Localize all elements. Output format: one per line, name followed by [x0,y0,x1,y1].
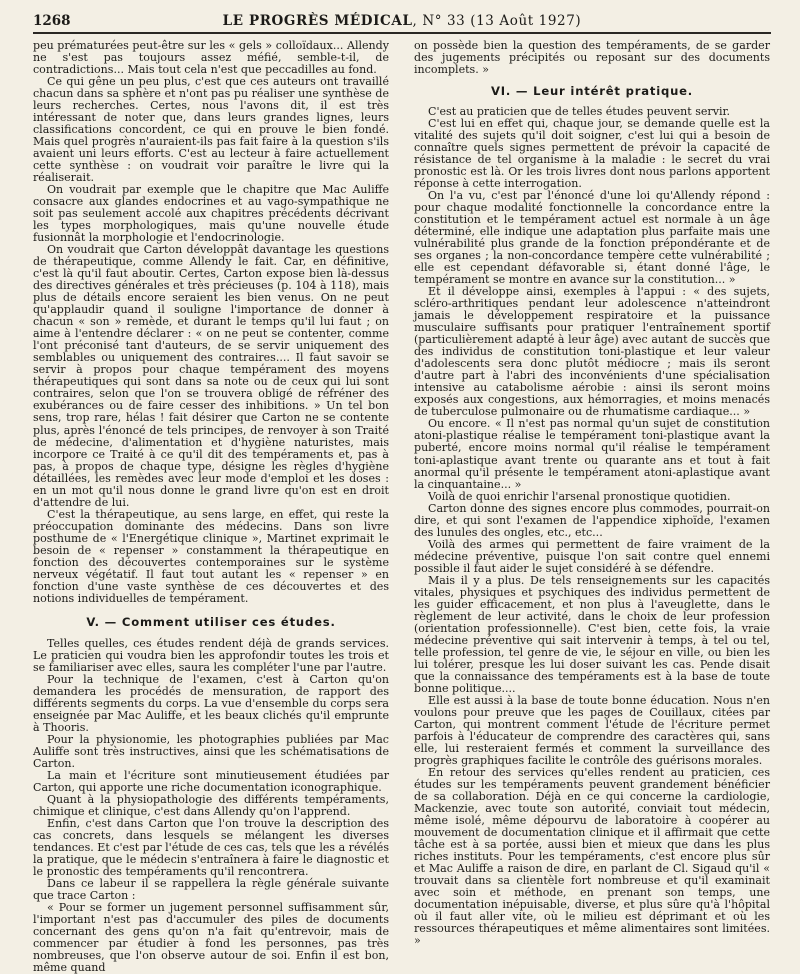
paragraph: « Pour se former un jugement personnel suffisamment sûr, l'important n'est pas d'accumuler des piles de documents concernant des gens qu'on n'a fait qu'entrevoir, mais de commencer par étudier à fond les personnes, pas très nombreuses, que l'on observe autour de soi. Enfin il est bon, même quand [33,901,389,974]
paragraph: Dans ce labeur il se rappellera la règle générale suivante que trace Carton : [33,877,389,903]
paragraph: C'est lui en effet qui, chaque jour, se demande quelle est la vitalité des sujets qu'il doit soigner, c'est lui qui a besoin de connaître quels signes permettent de prévoir la capacité de résistance de tel organisme à la maladie : le secret du vrai pronostic est là. Or les trois livres dont nous parlons apportent réponse à cette interrogation. [414,117,770,191]
paragraph: Elle est aussi à la base de toute bonne éducation. Nous n'en voulons pour preuve que les pages de Couillaux, citées par Carton, qui montrent comment l'étude de l'écriture permet parfois à l'éducateur de comprendre des caractères qui, sans elle, lui resteraient fermés et comment la surveillance des progrès graphiques facilite le contrôle des guérisons morales. [414,693,770,767]
paragraph: Quant à la physiopathologie des différents tempéraments, chimique et clinique, c'est dans Allendy qu'on l'apprend. [33,792,389,818]
paragraph: On voudrait que Carton développât davantage les questions de thérapeutique, comme Allendy le fait. Car, en définitive, c'est là qu'il faut aboutir. Certes, Carton expose bien là-dessus des directives générales et très précieuses (p. 104 à 118), mais plus de détails encore seraient les bien venus. On ne peut qu'applaudir quand il souligne l'importance de donner à chacun « son » remède, et durant le temps qu'il lui faut ; on aime à l'entendre déclarer : « on ne peut se contenter, comme l'ont préconisé tant d'auteurs, de se servir uniquement des semblables ou uniquement des contraires.... Il faut savoir se servir à propos pour chaque tempérament des moyens thérapeutiques qui sont dans sa note ou de ceux qui lui sont contraires, selon que l'on se trouvera obligé de réfréner des exubérances ou de faire cesser des inhibitions. » Un tel bon sens, trop rare, hélas ! fait désirer que Carton ne se contente plus, après l'énoncé de tels principes, de renvoyer à son Traité de médecine, d'alimentation et d'hygiène naturistes, mais incorpore ce Traité à ce qu'il dit des tempéraments et, pas à pas, à propos de chaque type, désigne les règles d'hygiène détaillées, les remèdes avec leur mode d'emploi et les doses : en un mot qu'il nous donne le grand livre qu'on est en droit d'attendre de lui. [33,243,389,509]
paragraph: on possède bien la question des tempéraments, de se garder des jugements précipités ou reposant sur des documents incomplets. » [414,39,770,77]
paragraph: Pour la technique de l'examen, c'est à Carton qu'on demandera les procédés de mensuration, de rapport des différents segments du corps. La vue d'ensemble du corps sera enseignée par Mac Auliffe, et les beaux clichés qu'il emprunte à Thooris. [33,672,389,734]
right-column [414,39,770,948]
paragraph: Voilà des armes qui permettent de faire vraiment de la médecine préventive, puisque l'on sait contre quel ennemi possible il faut aider le sujet considéré à se défendre. [414,537,770,575]
paragraph: On l'a vu, c'est par l'énoncé d'une loi qu'Allendy répond : pour chaque modalité fonctionnelle la concordance entre la constitution et le tempérament actuel est normale à un âge déterminé, elle indique une adaptation plus parfaite mais une vulnérabilité plus grande de la fonction prépondérante et de ses organes ; la non-concordance tempère cette vulnérabilité ; elle est cependant défavorable si, étant donné l'âge, le tempérament se montre en avance sur la constitution... » [414,189,770,287]
paragraph: Carton donne des signes encore plus commodes, pourrait-on dire, et qui sont l'examen de l'appendice xiphoïde, l'examen des lunules des ongles, etc., etc... [414,501,770,539]
paragraph: peu prématurées peut-être sur les « gels » colloïdaux... Allendy ne s'est pas toujours assez méfié, semble-t-il, de contradictions... Mais tout cela n'est que peccadilles au fond. [33,39,389,77]
issue-info: , N° 33 (13 Août 1927) [412,13,582,29]
paragraph: C'est au praticien que de telles études peuvent servir. [428,105,731,119]
left-column [33,39,390,974]
page-number: 1268 [33,13,71,29]
paragraph: Voilà de quoi enrichir l'arsenal pronostique quotidien. [428,489,731,503]
paragraph: Pour la physionomie, les photographies publiées par Mac Auliffe sont très instructives, ainsi que les schématisations de Carton. [33,732,389,770]
paragraph: On voudrait par exemple que le chapitre que Mac Auliffe consacre aux glandes endocrines et au vago-sympathique ne soit pas seulement accolé aux chapitres précédents décrivant les types morphologiques, mais qu'une nouvelle étude fusionnât la morphologie et l'endocrinologie. [33,183,389,245]
paragraph: En retour des services qu'elles rendent au praticien, ces études sur les tempéraments peuvent grandement bénéficier de sa collaboration. Déjà en ce qui concerne la cardiologie, Mackenzie, avec toute son autorité, conviait tout médecin, même isolé, même dépourvu de laboratoire à coopérer au mouvement de documentation clinique et il affirmait que cette tâche est à sa portée, aussi bien et mieux que dans les plus riches instituts. Pour les tempéraments, c'est encore plus sûr et Mac Auliffe a raison de dire, en parlant de Cl. Sigaud qu'il « trouvait dans sa clientèle fort nombreuse et qu'il examinait avec soin et méthode, en prenant son temps, une documentation inépuisable, diverse, et plus sûre qu'à l'hôpital où il faut aller vite, où le milieu est déprimant et où les ressources thérapeutiques et même alimentaires sont limitées. » [414,765,770,948]
section-heading-v: V. — Comment utiliser ces études. [86,614,336,629]
paragraph: Et il développe ainsi, exemples à l'appui : « des sujets, scléro-arthritiques pendant leur adolescence n'atteindront jamais le développement respiratoire et la puissance musculaire suffisants pour pratiquer l'entraînement sportif (particulièrement adapté à leur âge) avec autant de succès que des individus de constitution toni-plastique et leur valeur d'adolescents sera donc plutôt médiocre ; mais ils seront d'autre part à l'abri des inconvénients d'une spécialisation intensive au catabolisme aérobie : ainsi ils seront moins exposés aux congestions, aux hémorragies, et moins menacés de tuberculose pulmonaire ou de rhumatisme cardiaque... » [414,285,770,419]
paragraph: Ce qui gêne un peu plus, c'est que ces auteurs ont travaillé chacun dans sa sphère et n'ont pas pu réaliser une synthèse de leurs recherches. Certes, nous l'avons dit, il est très intéressant de noter que, dans leurs grandes lignes, leurs classifications concordent, ce qui en prouve le bien fondé. Mais quel progrès n'auraient-ils pas fait faire à la question s'ils avaient uni leurs efforts. C'est au lecteur à faire actuellement cette synthèse : on voudrait voir paraître le livre qui la réaliserait. [33,75,389,185]
paragraph: Ou encore. « Il n'est pas normal qu'un sujet de constitution atoni-plastique réalise le tempérament toni-plastique avant la puberté, encore moins normal qu'il réalise le tempérament toni-aplastique avant trente ou quarante ans et tout à fait anormal qu'il présente le tempérament atoni-aplastique avant la cinquantaine... » [414,417,770,491]
journal-name: LE PROGRÈS MÉDICAL [222,13,413,29]
page-header [33,10,771,34]
section-heading-vi: VI. — Leur intérêt pratique. [491,84,693,99]
paragraph: Enfin, c'est dans Carton que l'on trouve la description des cas concrets, dans lesquels se mélangent les diverses tendances. Et c'est par l'étude de ces cas, tels que les a révélés la pratique, que le médecin s'entraînera à faire le diagnostic et le pronostic des tempéraments qu'il rencontrera. [33,816,390,879]
paragraph: Telles quelles, ces études rendent déjà de grands services. Le praticien qui voudra bien les approfondir toutes les trois et se familiariser avec elles, saura les compléter l'une par l'autre. [33,636,389,674]
running-title [33,13,771,29]
paragraph: La main et l'écriture sont minutieusement étudiées par Carton, qui apporte une riche documentation iconographique. [33,768,389,794]
paragraph: Mais il y a plus. De tels renseignements sur les capacités vitales, physiques et psychiques des individus permettent de les guider efficacement, et non plus à l'aveuglette, dans le règlement de leur activité, dans le choix de leur profession (orientation professionnelle). C'est bien, cette fois, la vraie médecine préventive qui sait intervenir à temps, à tel ou tel, telle profession, tel genre de vie, le séjour en ville, ou bien les lui tolérer, presque les lui doser suivant les cas. Pende disait que la connaissance des tempéraments est à la base de toute bonne politique.... [414,573,770,695]
paragraph: C'est la thérapeutique, au sens large, en effet, qui reste la préoccupation dominante des médecins. Dans son livre posthume de « l'Energétique clinique », Martinet exprimait le besoin de « repenser » constamment la thérapeutique en fonction des découvertes contemporaines sur le système nerveux végétatif. Il faut tout autant les « repenser » en fonction d'une vaste synthèse de ces découvertes et des notions individuelles de tempérament. [33,507,389,605]
